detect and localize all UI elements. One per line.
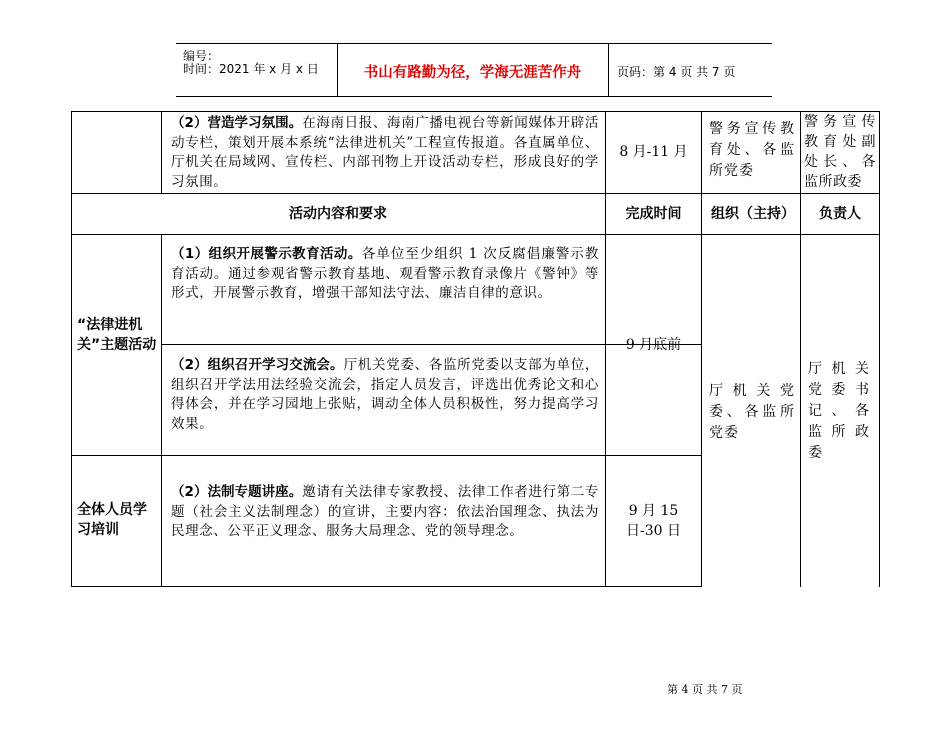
deadline-end-september: 9 月底前 [625, 337, 682, 353]
page-footer: 第 4 页 共 7 页 [667, 683, 743, 696]
document-time-label: 时间：2021 年 x 月 x 日 [183, 62, 319, 76]
item-legal-lecture [171, 483, 599, 542]
header-divider [608, 43, 609, 97]
page-header [176, 43, 772, 97]
deadline-sep-15-30: 9 月 15 日-30 日 [626, 503, 681, 539]
item-title: （2）法制专题讲座。 [171, 484, 303, 500]
header-content-requirements: 活动内容和要求 [289, 205, 387, 222]
top-row-title: （2）营造学习氛围。 [171, 115, 303, 131]
top-row-organizer: 警务宣传教育处、各监所党委 [709, 121, 795, 179]
item-body: 各单位至少组织 1 次反腐倡廉警示教育活动。通过参观省警示教育基地、观看警示教育录像片《警钟》等形式，开展警示教育，增强干部知法守法、廉洁自律的意识。 [171, 246, 599, 302]
section-label-law-activity: “法律进机关”主题活动 [77, 317, 157, 353]
top-row-deadline: 8 月-11 月 [619, 144, 688, 160]
header-organizer: 组织（主持） [711, 205, 795, 222]
activity-table [71, 111, 880, 587]
header-deadline: 完成时间 [625, 205, 682, 222]
header-top-rule [176, 43, 772, 44]
responsible-merged: 厅机关党委书记、各监所政委 [808, 361, 874, 461]
header-page-info: 页码：第 4 页 共 7 页 [617, 65, 736, 79]
organizer-merged: 厅机关党委、各监所党委 [709, 383, 795, 441]
header-motto: 书山有路勤为径，学海无涯苦作舟 [363, 64, 582, 81]
item-body: 邀请有关法律专家教授、法律工作者进行第二专题（社会主义法制理念）的宣讲，主要内容：依法治国理念、执法为民理念、公平正义理念、服务大局理念、党的领导理念。 [171, 484, 599, 540]
item-warning-education [171, 245, 599, 304]
header-bottom-rule [176, 96, 772, 97]
document-number-label: 编号： [183, 49, 220, 63]
top-row-content [171, 114, 599, 192]
top-row-body: 在海南日报、海南广播电视台等新闻媒体开辟活动专栏，策划开展本系统“法律进机关”工程宣传报道。各直属单位、厅机关在局域网、宣传栏、内部刊物上开设活动专栏，形成良好的学习氛围。 [171, 115, 599, 190]
top-row-responsible: 警务宣传教育处副处长、各监所政委 [804, 114, 876, 190]
item-title: （1）组织开展警示教育活动。 [171, 246, 362, 262]
item-title: （2）组织召开学习交流会。 [171, 357, 344, 373]
header-responsible: 负责人 [819, 205, 861, 222]
section-label-staff-training: 全体人员学习培训 [77, 502, 147, 538]
item-body: 厅机关党委、各监所党委以支部为单位，组织召开学法用法经验交流会，指定人员发言，评选出优秀论文和心得体会，并在学习园地上张贴，调动全体人员积极性，努力提高学习效果。 [171, 357, 599, 432]
item-exchange-meeting [171, 356, 599, 434]
